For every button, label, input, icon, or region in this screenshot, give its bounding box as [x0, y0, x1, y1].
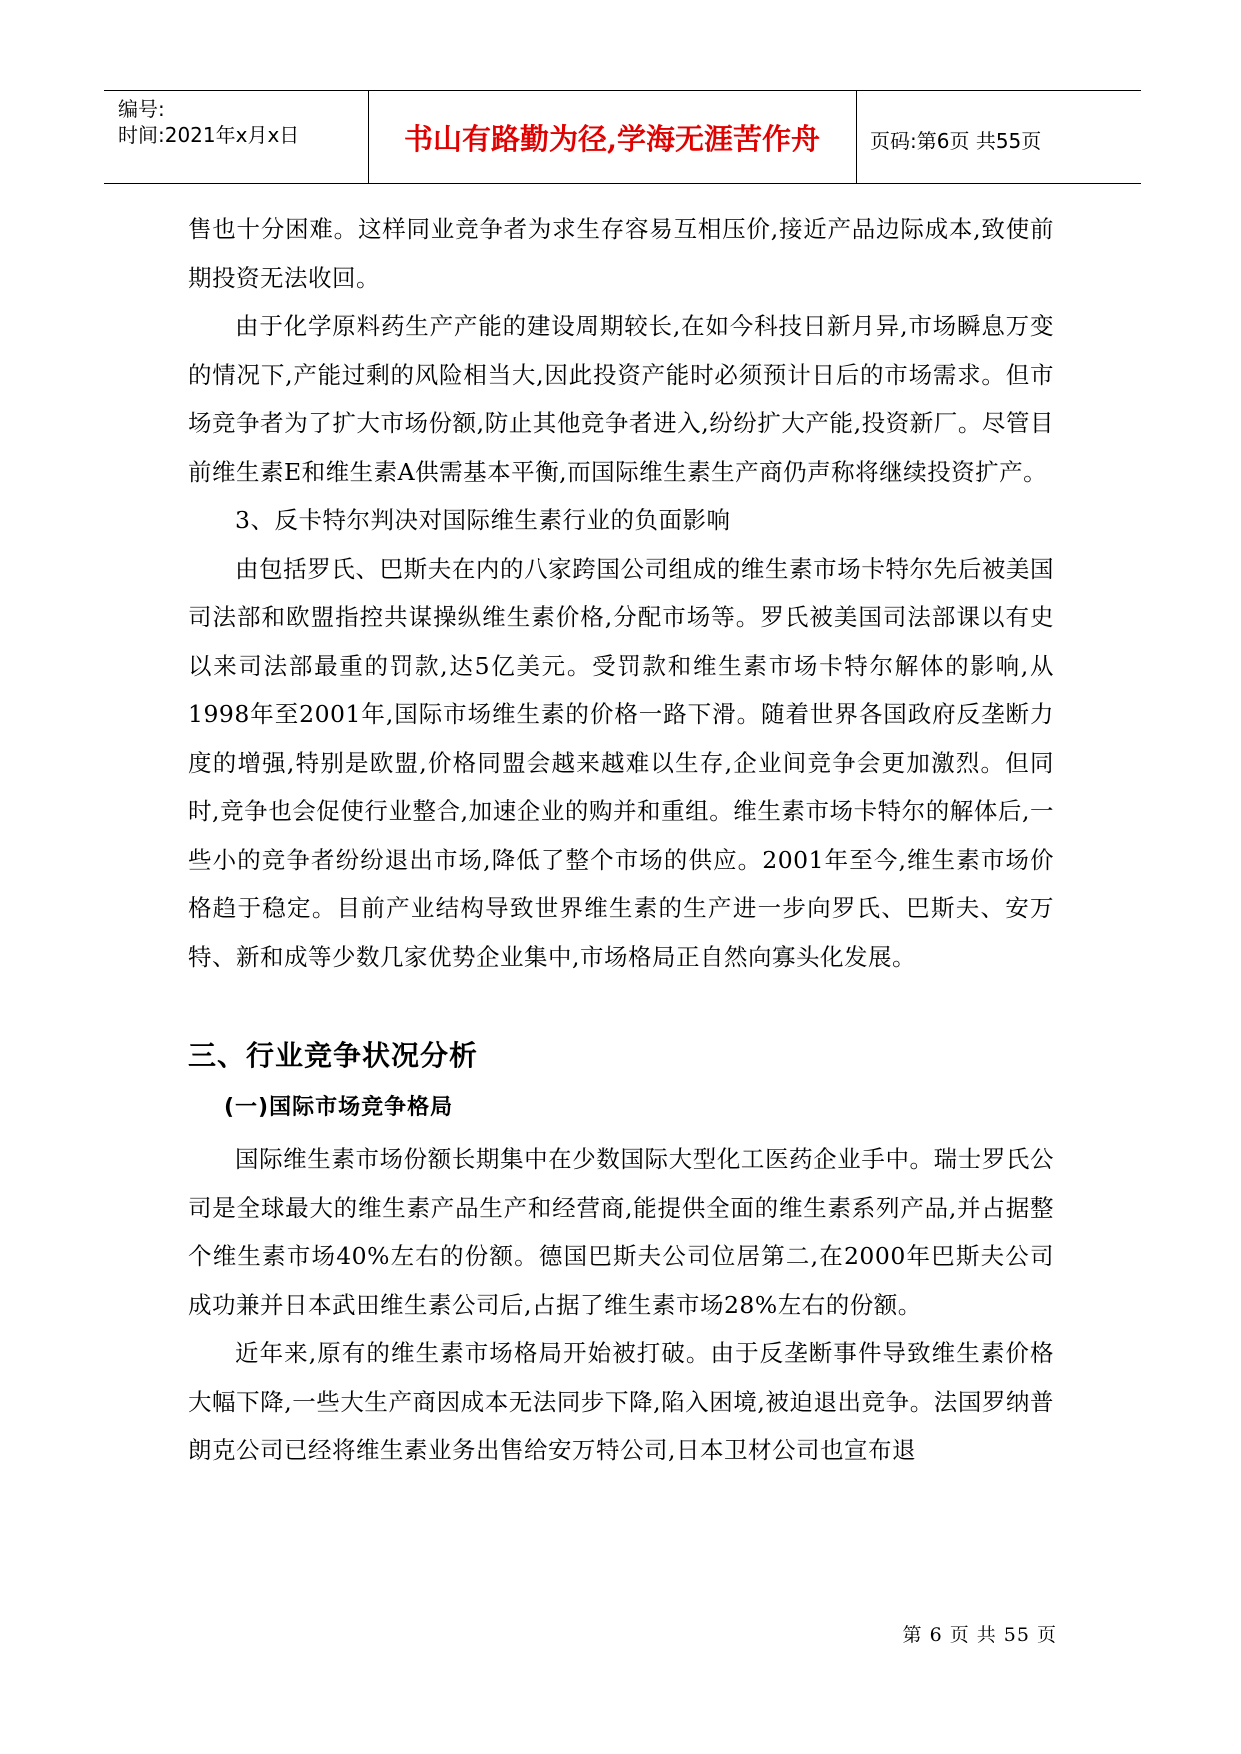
paragraph-market-share: 国际维生素市场份额长期集中在少数国际大型化工医药企业手中。瑞士罗氏公司是全球最大的维生素产品生产和经营商,能提供全面的维生素系列产品,并占据整个维生素市场40%左右的份额。德国巴斯夫公司位居第二,在2000年巴斯夫公司成功兼并日本武田维生素公司后,占据了维生素市场28%左右的份额。 [188, 1145, 1054, 1319]
header-motto-cell [368, 91, 857, 183]
document-header [104, 90, 1141, 184]
paragraph-cartel: 由包括罗氏、巴斯夫在内的八家跨国公司组成的维生素市场卡特尔先后被美国司法部和欧盟指控共谋操纵维生素价格,分配市场等。罗氏被美国司法部课以有史以来司法部最重的罚款,达5亿美元。受罚款和维生素市场卡特尔解体的影响,从1998年至2001年,国际市场维生素的价格一路下滑。随着世界各国政府反垄断力度的增强,特别是欧盟,价格同盟会越来越难以生存,企业间竞争会更加激烈。但同时,竞争也会促使行业整合,加速企业的购并和重组。维生素市场卡特尔的解体后,一些小的竞争者纷纷退出市场,降低了整个市场的供应。2001年至今,维生素市场价格趋于稳定。目前产业结构导致世界维生素的生产进一步向罗氏、巴斯夫、安万特、新和成等少数几家优势企业集中,市场格局正自然向寡头化发展。 [188, 554, 1054, 971]
header-info-cell [104, 91, 369, 183]
document-time-label: 时间:2021年x月x日 [118, 123, 300, 147]
header-page-cell [856, 91, 1141, 183]
header-page-code: 页码:第6页 共55页 [870, 129, 1042, 153]
document-number-label: 编号: [118, 97, 165, 121]
subsection-heading: (一)国际市场竞争格局 [224, 1095, 454, 1120]
section-heading: 三、行业竞争状况分析 [188, 1039, 479, 1072]
paragraph-capacity-risk: 由于化学原料药生产产能的建设周期较长,在如今科技日新月异,市场瞬息万变的情况下,产能过剩的风险相当大,因此投资产能时必须预计日后的市场需求。但市场竞争者为了扩大市场份额,防止其他竞争者进入,纷纷扩大产能,投资新厂。尽管目前维生素E和维生素A供需基本平衡,而国际维生素生产商仍声称将继续投资扩产。 [188, 312, 1054, 486]
header-motto: 书山有路勤为径,学海无涯苦作舟 [403, 122, 821, 156]
paragraph-market-change: 近年来,原有的维生素市场格局开始被打破。由于反垄断事件导致维生素价格大幅下降,一些大生产商因成本无法同步下降,陷入困境,被迫退出竞争。法国罗纳普朗克公司已经将维生素业务出售给安万特公司,日本卫材公司也宣布退 [188, 1339, 1054, 1464]
paragraph-continued: 售也十分困难。这样同业竞争者为求生存容易互相压价,接近产品边际成本,致使前期投资无法收回。 [188, 215, 1054, 292]
document-body [188, 205, 1054, 1475]
subsection-heading-antitrust: 3、反卡特尔判决对国际维生素行业的负面影响 [235, 506, 731, 534]
section-gap [188, 981, 1054, 1025]
page-footer: 第 6 页 共 55 页 [902, 1624, 1057, 1646]
